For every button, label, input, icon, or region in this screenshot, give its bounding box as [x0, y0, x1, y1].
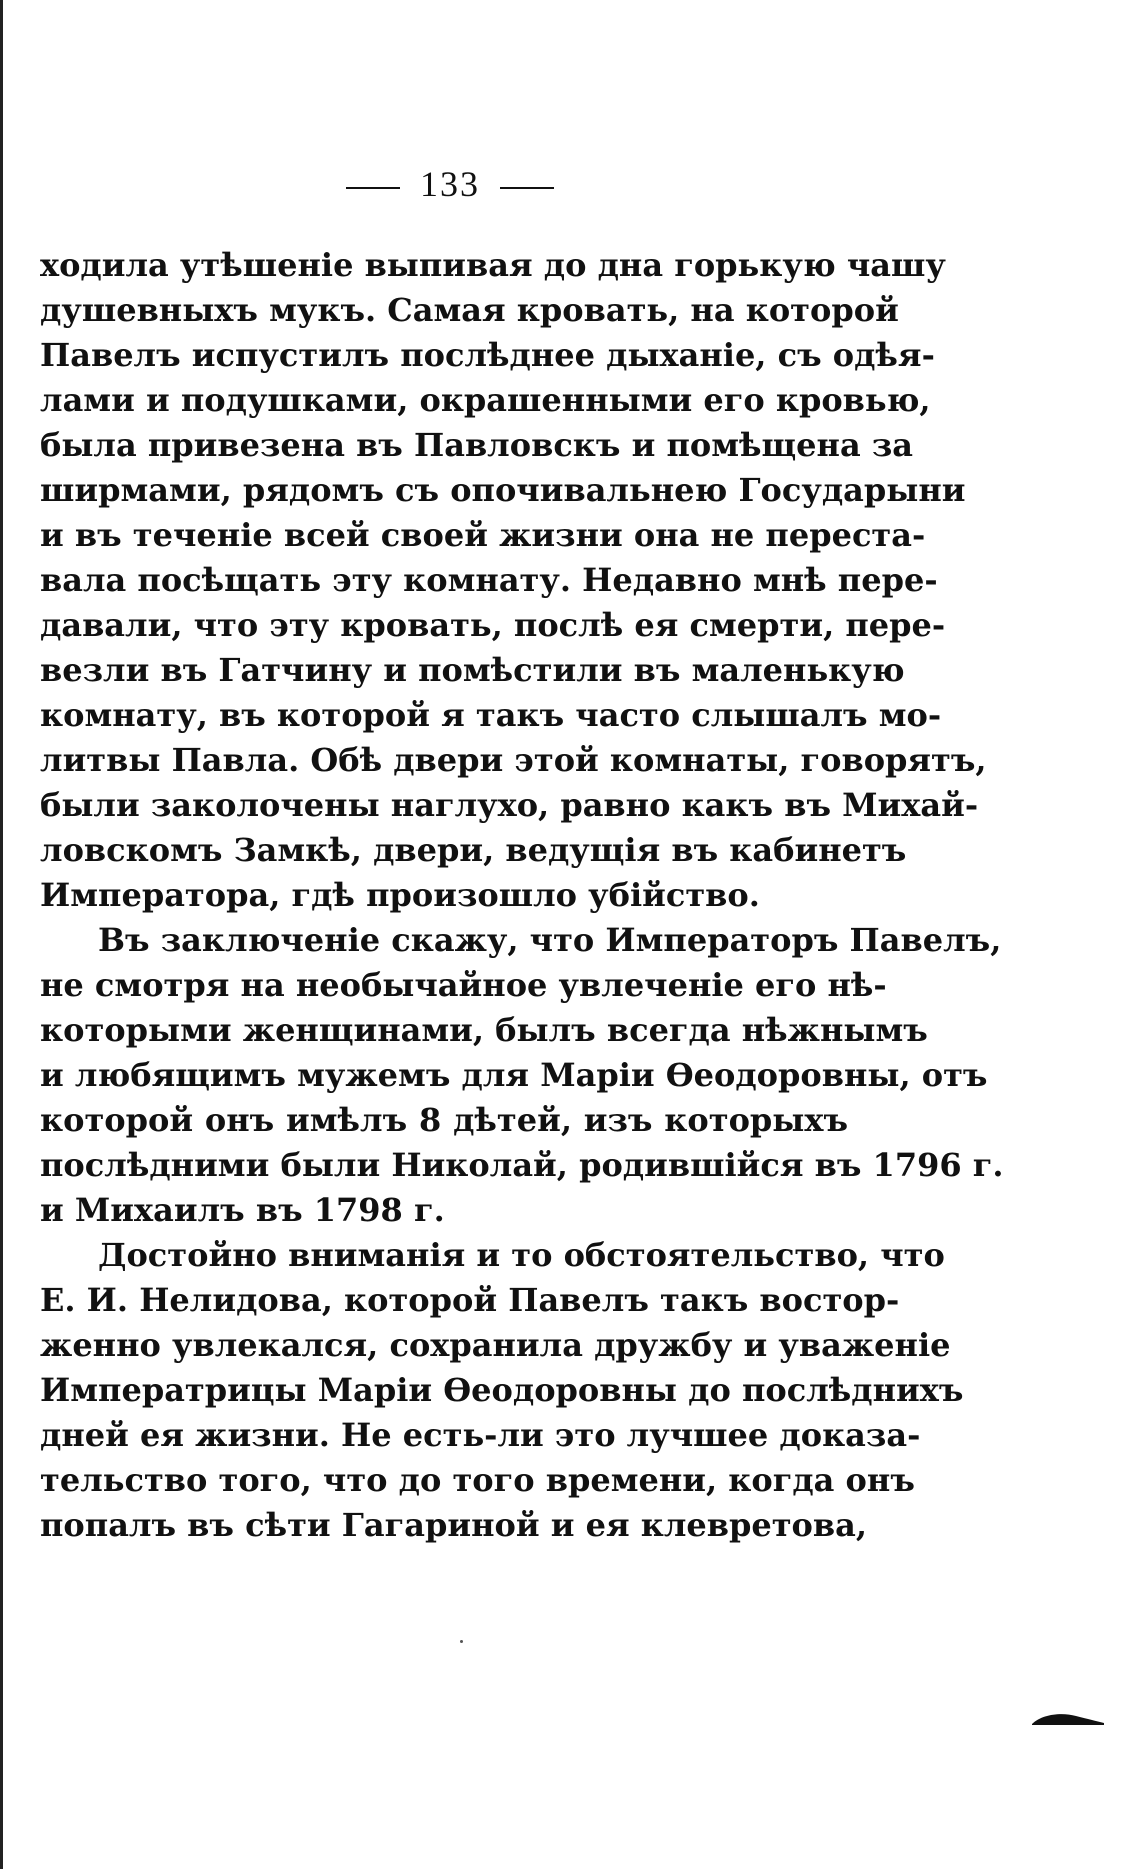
text-line: Достойно вниманія и то обстоятельство, что [98, 1236, 945, 1274]
text-line: Павелъ испустилъ послѣднее дыханіе, съ одѣя- [40, 336, 935, 374]
text-line: ширмами, рядомъ съ опочивальнею Государыни [40, 471, 966, 509]
text-line: Въ заключеніе скажу, что Императоръ Павелъ, [98, 921, 1002, 959]
text-line: и Михаилъ въ 1798 г. [40, 1191, 445, 1229]
text-line: ходила утѣшеніе выпивая до дна горькую чашу [40, 246, 946, 284]
text-line: ловскомъ Замкѣ, двери, ведущія въ кабинетъ [40, 831, 907, 869]
text-line: которыми женщинами, былъ всегда нѣжнымъ [40, 1011, 928, 1049]
text-line: послѣдними были Николай, родившійся въ 1796 г. [40, 1146, 1004, 1184]
text-line: и въ теченіе всей своей жизни она не переста- [40, 516, 926, 554]
text-line: была привезена въ Павловскъ и помѣщена за [40, 426, 913, 464]
ink-speck [460, 1640, 463, 1643]
text-line: давали, что эту кровать, послѣ ея смерти, пере- [40, 606, 946, 644]
text-line: литвы Павла. Обѣ двери этой комнаты, говорятъ, [40, 741, 987, 779]
text-line: женно увлекался, сохранила дружбу и уваженіе [40, 1326, 951, 1364]
page-number-value: 133 [420, 164, 480, 204]
text-line: вала посѣщать эту комнату. Недавно мнѣ пере- [40, 561, 938, 599]
text-line: комнату, въ которой я такъ часто слышалъ мо- [40, 696, 942, 734]
text-line: везли въ Гатчину и помѣстили въ маленькую [40, 651, 905, 689]
text-line: были заколочены наглухо, равно какъ въ Михай- [40, 786, 979, 824]
text-line: Е. И. Нелидова, которой Павелъ такъ востор- [40, 1281, 900, 1319]
text-line: лами и подушками, окрашенными его кровью, [40, 381, 931, 419]
page-number-right-dash [500, 187, 554, 189]
text-line: которой онъ имѣлъ 8 дѣтей, изъ которыхъ [40, 1101, 848, 1139]
page-tab-mark-icon [1032, 1710, 1104, 1726]
text-line: не смотря на необычайное увлеченіе его нѣ- [40, 966, 887, 1004]
paragraph-1 [40, 243, 987, 918]
paragraph-2 [40, 918, 1004, 1233]
text-line: тельство того, что до того времени, когда онъ [40, 1461, 915, 1499]
text-line: дней ея жизни. Не есть-ли это лучшее доказа- [40, 1416, 921, 1454]
text-line: попалъ въ сѣти Гагариной и ея клевретова, [40, 1506, 867, 1544]
page-number [0, 163, 900, 205]
page-number-left-dash [346, 187, 400, 189]
text-line: Императрицы Маріи Ѳеодоровны до послѣднихъ [40, 1371, 964, 1409]
paragraph-3 [40, 1233, 964, 1548]
text-line: Императора, гдѣ произошло убійство. [40, 876, 760, 914]
page-edge-rule [0, 0, 3, 1869]
text-line: и любящимъ мужемъ для Маріи Ѳеодоровны, отъ [40, 1056, 988, 1094]
body-text [40, 243, 1004, 1548]
text-line: душевныхъ мукъ. Самая кровать, на которой [40, 291, 899, 329]
